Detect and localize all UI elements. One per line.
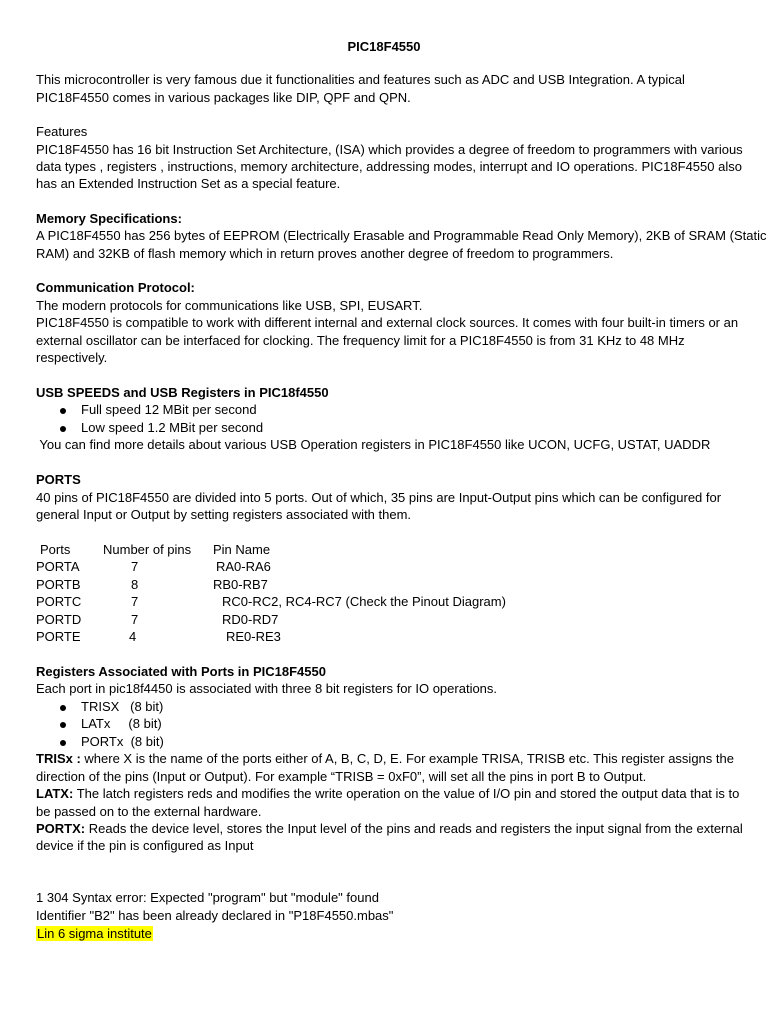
portx-label: PORTX:	[36, 821, 86, 836]
latx-paragraph-line-1	[36, 785, 739, 802]
trisx-paragraph-line-2: direction of the pins (Input or Output). For example “TRISB = 0xF0”, will set all the pins in port B to Output.	[36, 769, 647, 784]
table-header-number-of-pins: Number of pins	[103, 542, 192, 557]
table-cell-count: 8	[131, 577, 139, 592]
features-heading: Features	[36, 124, 88, 139]
portx-text: Reads the device level, stores the Input level of the pins and reads and registers the input signal from the external	[85, 821, 743, 836]
table-cell-port: PORTC	[36, 594, 82, 609]
table-cell-port: PORTB	[36, 577, 81, 592]
bullet-icon	[60, 722, 66, 728]
registers-bullet-3: PORTx (8 bit)	[81, 734, 164, 749]
error-line-1: 1 304 Syntax error: Expected "program" but "module" found	[36, 890, 379, 905]
table-cell-pins: RD0-RD7	[222, 612, 279, 627]
portx-paragraph-line-2: device if the pin is configured as Input	[36, 838, 254, 853]
registers-heading: Registers Associated with Ports in PIC18F4550	[36, 664, 326, 679]
latx-label: LATX:	[36, 786, 74, 801]
memory-line-2: RAM) and 32KB of flash memory which in return proves another degree of freedom to programmers.	[36, 246, 614, 261]
registers-intro: Each port in pic18f4450 is associated with three 8 bit registers for IO operations.	[36, 681, 498, 696]
communication-line-3: external oscillator can be interfaced for clocking. The frequency limit for a PIC18F4550 is from 31 KHz to 48 MHz	[36, 333, 685, 348]
registers-bullet-1: TRISX (8 bit)	[81, 699, 164, 714]
bullet-icon	[60, 408, 66, 414]
highlighted-text: Lin 6 sigma institute	[37, 926, 152, 941]
intro-line-1: This microcontroller is very famous due it functionalities and features such as ADC and USB Integration. A typical	[36, 72, 685, 87]
trisx-text: where X is the name of the ports either of A, B, C, D, E. For example TRISA, TRISB etc. This register assigns the	[80, 751, 734, 766]
usb-bullet-2: Low speed 1.2 MBit per second	[81, 420, 264, 435]
features-line-2: data types , registers , instructions, memory architecture, addressing modes, interrupt and IO operations. PIC18F4550 also	[36, 159, 742, 174]
features-line-1: PIC18F4550 has 16 bit Instruction Set Architecture, (ISA) which provides a degree of freedom to programmers with various	[36, 142, 743, 157]
memory-heading: Memory Specifications:	[36, 211, 182, 226]
table-header-pin-name: Pin Name	[213, 542, 271, 557]
table-cell-pins: RA0-RA6	[216, 559, 271, 574]
usb-note: You can find more details about various USB Operation registers in PIC18F4550 like UCON, UCFG, USTAT, UADDR	[36, 437, 711, 452]
trisx-paragraph-line-1	[36, 750, 734, 767]
table-cell-port: PORTA	[36, 559, 80, 574]
table-cell-pins: RC0-RC2, RC4-RC7 (Check the Pinout Diagram)	[222, 594, 506, 609]
table-cell-count: 7	[131, 612, 139, 627]
intro-line-2: PIC18F4550 comes in various packages like DIP, QPF and QPN.	[36, 90, 411, 105]
communication-line-1: The modern protocols for communications like USB, SPI, EUSART.	[36, 298, 423, 313]
bullet-icon	[60, 426, 66, 432]
memory-line-1: A PIC18F4550 has 256 bytes of EEPROM (Electrically Erasable and Programmable Read Only Memory), 2KB of SRAM (Static	[36, 228, 767, 243]
table-cell-pins: RB0-RB7	[213, 577, 268, 592]
page-title: PIC18F4550	[347, 39, 421, 54]
table-cell-port: PORTE	[36, 629, 81, 644]
communication-heading: Communication Protocol:	[36, 280, 195, 295]
table-header-ports: Ports	[40, 542, 71, 557]
ports-line-2: general Input or Output by setting registers associated with them.	[36, 507, 412, 522]
table-cell-pins: RE0-RE3	[226, 629, 281, 644]
bullet-icon	[60, 705, 66, 711]
usb-bullet-1: Full speed 12 MBit per second	[81, 402, 257, 417]
features-line-3: has an Extended Instruction Set as a special feature.	[36, 176, 341, 191]
trisx-label: TRISx :	[36, 751, 81, 766]
table-cell-port: PORTD	[36, 612, 82, 627]
highlight-line	[36, 925, 153, 942]
usb-heading: USB SPEEDS and USB Registers in PIC18f4550	[36, 385, 329, 400]
ports-line-1: 40 pins of PIC18F4550 are divided into 5 ports. Out of which, 35 pins are Input-Output pins which can be configured for	[36, 490, 722, 505]
registers-bullet-2: LATx (8 bit)	[81, 716, 162, 731]
table-cell-count: 4	[129, 629, 137, 644]
error-line-2: Identifier "B2" has been already declared in "P18F4550.mbas"	[36, 908, 394, 923]
table-cell-count: 7	[131, 559, 139, 574]
table-cell-count: 7	[131, 594, 139, 609]
latx-paragraph-line-2: be passed on to the external hardware.	[36, 804, 262, 819]
communication-line-2: PIC18F4550 is compatible to work with different internal and external clock sources. It comes with four built-in timers or an	[36, 315, 739, 330]
communication-line-4: respectively.	[36, 350, 108, 365]
portx-paragraph-line-1	[36, 820, 743, 837]
latx-text: The latch registers reds and modifies the write operation on the value of I/O pin and stored the output data that is to	[73, 786, 740, 801]
bullet-icon	[60, 740, 66, 746]
ports-heading: PORTS	[36, 472, 81, 487]
